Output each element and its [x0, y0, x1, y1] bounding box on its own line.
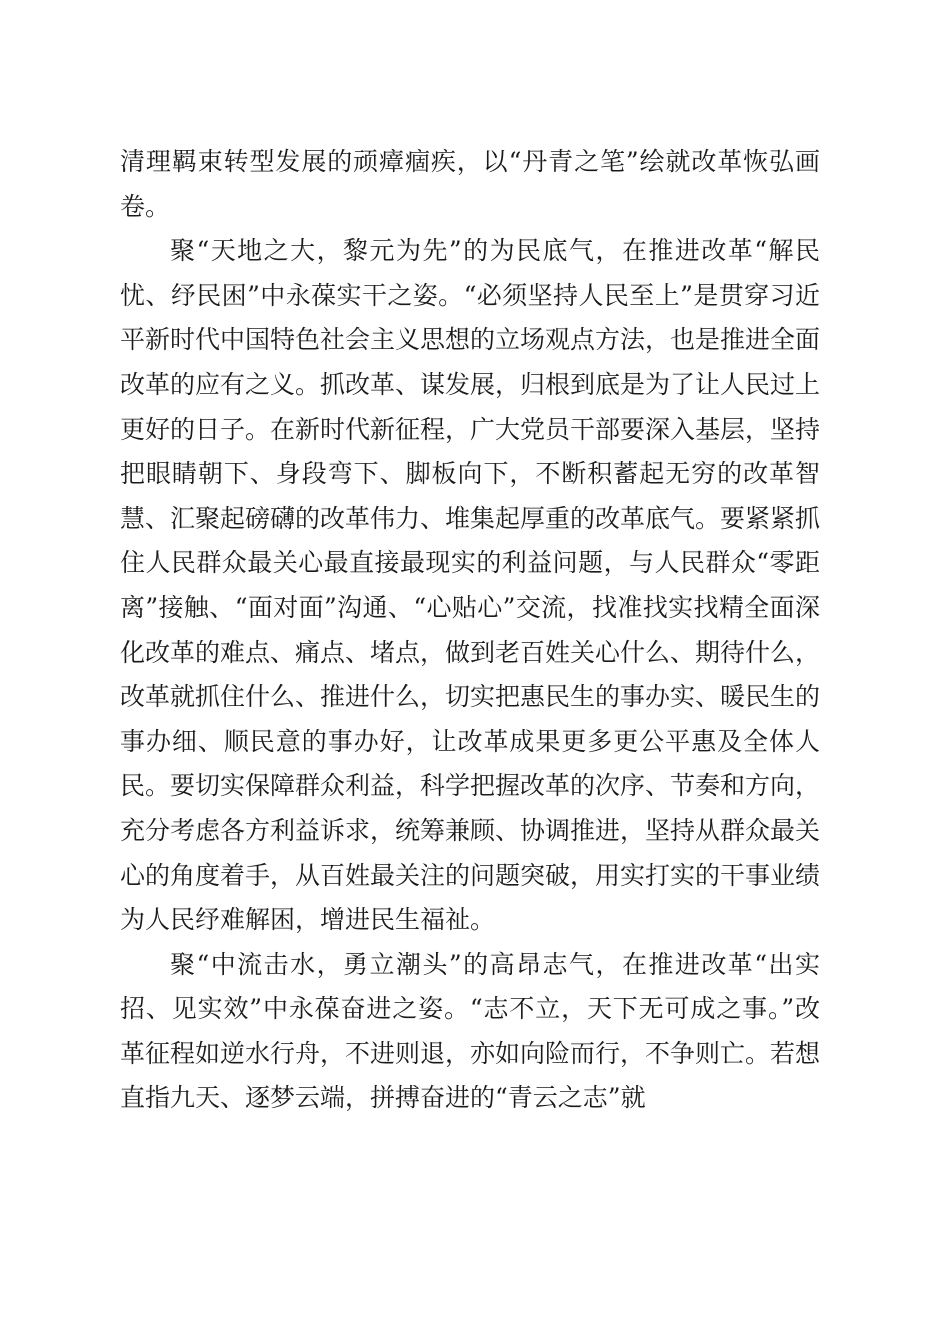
paragraph-continuation: 清理羁束转型发展的顽瘴痼疾，以“丹青之笔”绘就改革恢弘画卷。: [120, 147, 820, 221]
body-text: [120, 140, 820, 1121]
paragraph-people-first: 聚“天地之大，黎元为先”的为民底气，在推进改革“解民忧、纾民困”中永葆实干之姿。“必须坚持人民至上”是贯穿习近平新时代中国特色社会主义思想的立场观点方法，也是推进全面改革的应有之义。抓改革、谋发展，归根到底是为了让人民过上更好的日子。在新时代新征程，广大党员干部要深入基层，坚持把眼睛朝下、身段弯下、脚板向下，不断积蓄起无穷的改革智慧、汇聚起磅礴的改革伟力、堆集起厚重的改革底气。要紧紧抓住人民群众最关心最直接最现实的利益问题，与人民群众“零距离”接触、“面对面”沟通、“心贴心”交流，找准找实找精全面深化改革的难点、痛点、堵点，做到老百姓关心什么、期待什么，改革就抓住什么、推进什么，切实把惠民生的事办实、暖民生的事办细、顺民意的事办好，让改革成果更多更公平惠及全体人民。要切实保障群众利益，科学把握改革的次序、节奏和方向，充分考虑各方利益诉求，统筹兼顾、协调推进，坚持从群众最关心的角度着手，从百姓最关注的问题突破，用实打实的干事业绩为人民纾难解困，增进民生福祉。: [120, 236, 821, 935]
paragraph-ambition: 聚“中流击水，勇立潮头”的高昂志气，在推进改革“出实招、见实效”中永葆奋进之姿。“志不立，天下无可成之事。”改革征程如逆水行舟，不进则退，亦如向险而行，不争则亡。若想直指九天、逐梦云端，拼搏奋进的“青云之志”就: [120, 949, 821, 1113]
